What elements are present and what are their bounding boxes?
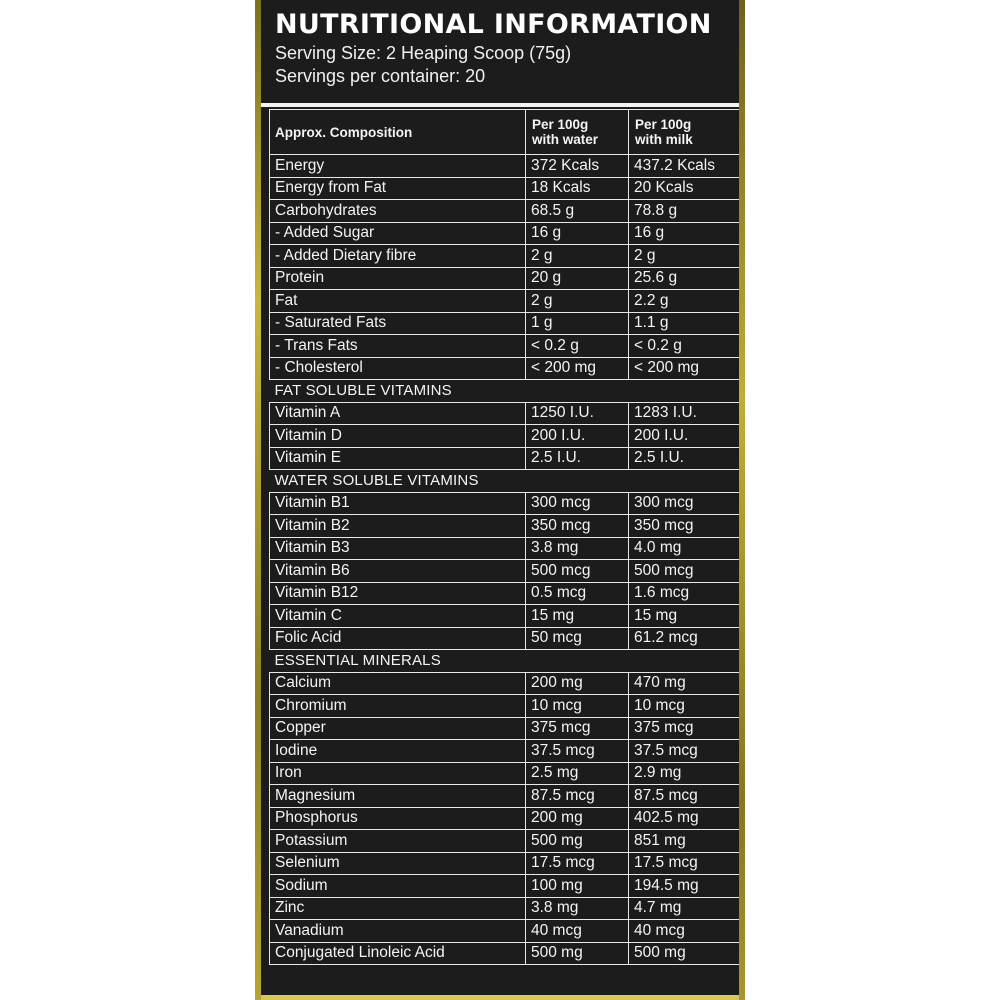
value-with-water: 1250 I.U. <box>526 402 629 425</box>
section-header-row <box>270 650 740 673</box>
table-row <box>270 852 740 875</box>
nutrient-name: Iron <box>270 762 526 785</box>
value-with-water: 100 mg <box>526 875 629 898</box>
table-row <box>270 312 740 335</box>
value-with-milk: 470 mg <box>629 672 740 695</box>
value-with-water: 200 I.U. <box>526 425 629 448</box>
value-with-milk: 17.5 mcg <box>629 852 740 875</box>
table-row <box>270 717 740 740</box>
nutrient-name: Fat <box>270 290 526 313</box>
table-row <box>270 627 740 650</box>
nutrient-name: Folic Acid <box>270 627 526 650</box>
value-with-water: 10 mcg <box>526 695 629 718</box>
table-row <box>270 605 740 628</box>
section-title: ESSENTIAL MINERALS <box>270 650 740 673</box>
nutrient-name: Vanadium <box>270 920 526 943</box>
nutrient-name: - Added Sugar <box>270 222 526 245</box>
table-row <box>270 425 740 448</box>
value-with-water: 500 mg <box>526 942 629 965</box>
value-with-milk: 20 Kcals <box>629 177 740 200</box>
value-with-milk: 40 mcg <box>629 920 740 943</box>
nutrient-name: Zinc <box>270 897 526 920</box>
value-with-water: 300 mcg <box>526 492 629 515</box>
nutrient-name: Calcium <box>270 672 526 695</box>
value-with-milk: 15 mg <box>629 605 740 628</box>
header-milk-line1: Per 100g <box>635 117 692 132</box>
table-row <box>270 200 740 223</box>
value-with-water: 37.5 mcg <box>526 740 629 763</box>
value-with-milk: 4.0 mg <box>629 537 740 560</box>
table-row <box>270 740 740 763</box>
value-with-milk: 37.5 mcg <box>629 740 740 763</box>
table-row <box>270 245 740 268</box>
value-with-water: 3.8 mg <box>526 537 629 560</box>
nutrition-table-body <box>270 110 740 965</box>
header-milk-line2: with milk <box>635 132 693 147</box>
value-with-milk: 300 mcg <box>629 492 740 515</box>
value-with-water: 18 Kcals <box>526 177 629 200</box>
value-with-milk: 851 mg <box>629 830 740 853</box>
value-with-water: 87.5 mcg <box>526 785 629 808</box>
value-with-milk: 500 mg <box>629 942 740 965</box>
page-title: NUTRITIONAL INFORMATION <box>275 9 712 40</box>
table-row <box>270 267 740 290</box>
value-with-milk: 194.5 mg <box>629 875 740 898</box>
value-with-water: 372 Kcals <box>526 155 629 178</box>
nutrient-name: Vitamin C <box>270 605 526 628</box>
section-header-row <box>270 470 740 493</box>
value-with-water: 2 g <box>526 245 629 268</box>
table-row <box>270 875 740 898</box>
header-per-100g-milk <box>629 110 740 155</box>
table-row <box>270 695 740 718</box>
table-row <box>270 177 740 200</box>
value-with-water: 2.5 mg <box>526 762 629 785</box>
value-with-milk: 10 mcg <box>629 695 740 718</box>
nutrient-name: Vitamin B2 <box>270 515 526 538</box>
table-row <box>270 290 740 313</box>
table-row <box>270 402 740 425</box>
value-with-water: 20 g <box>526 267 629 290</box>
nutrition-panel <box>261 0 739 1000</box>
value-with-milk: 2.5 I.U. <box>629 447 740 470</box>
header-per-100g-water <box>526 110 629 155</box>
value-with-milk: 25.6 g <box>629 267 740 290</box>
table-row <box>270 447 740 470</box>
header-divider <box>261 103 739 107</box>
value-with-milk: 4.7 mg <box>629 897 740 920</box>
value-with-water: 200 mg <box>526 807 629 830</box>
value-with-milk: 1.1 g <box>629 312 740 335</box>
value-with-milk: 402.5 mg <box>629 807 740 830</box>
nutrient-name: Vitamin B12 <box>270 582 526 605</box>
value-with-water: 1 g <box>526 312 629 335</box>
section-header-row <box>270 380 740 403</box>
nutrient-name: Vitamin E <box>270 447 526 470</box>
value-with-water: 0.5 mcg <box>526 582 629 605</box>
table-row <box>270 897 740 920</box>
panel-header <box>261 0 739 88</box>
table-row <box>270 222 740 245</box>
nutrient-name: Vitamin A <box>270 402 526 425</box>
table-row <box>270 830 740 853</box>
servings-per-container: Servings per container: 20 <box>275 66 486 86</box>
table-row <box>270 155 740 178</box>
nutrient-name: Vitamin B3 <box>270 537 526 560</box>
value-with-milk: 500 mcg <box>629 560 740 583</box>
value-with-water: < 200 mg <box>526 357 629 380</box>
section-title: FAT SOLUBLE VITAMINS <box>270 380 740 403</box>
nutrient-name: - Saturated Fats <box>270 312 526 335</box>
value-with-milk: 16 g <box>629 222 740 245</box>
table-row <box>270 335 740 358</box>
nutrient-name: Carbohydrates <box>270 200 526 223</box>
nutrient-name: Energy <box>270 155 526 178</box>
table-row <box>270 537 740 560</box>
value-with-milk: < 0.2 g <box>629 335 740 358</box>
value-with-water: 500 mcg <box>526 560 629 583</box>
value-with-water: 350 mcg <box>526 515 629 538</box>
nutrient-name: Selenium <box>270 852 526 875</box>
value-with-milk: 61.2 mcg <box>629 627 740 650</box>
nutrient-name: Vitamin B1 <box>270 492 526 515</box>
table-row <box>270 672 740 695</box>
nutrient-name: Iodine <box>270 740 526 763</box>
nutrient-name: Vitamin D <box>270 425 526 448</box>
value-with-water: 2 g <box>526 290 629 313</box>
nutrient-name: Vitamin B6 <box>270 560 526 583</box>
section-title: WATER SOLUBLE VITAMINS <box>270 470 740 493</box>
nutrient-name: Sodium <box>270 875 526 898</box>
value-with-water: 40 mcg <box>526 920 629 943</box>
table-row <box>270 762 740 785</box>
value-with-water: 17.5 mcg <box>526 852 629 875</box>
table-row <box>270 560 740 583</box>
nutrient-name: Copper <box>270 717 526 740</box>
table-row <box>270 492 740 515</box>
nutrition-table <box>269 109 739 965</box>
header-water-line1: Per 100g <box>532 117 589 132</box>
nutrient-name: - Trans Fats <box>270 335 526 358</box>
value-with-water: 3.8 mg <box>526 897 629 920</box>
right-edge-stripe <box>739 0 745 1000</box>
value-with-water: 50 mcg <box>526 627 629 650</box>
nutrient-name: Phosphorus <box>270 807 526 830</box>
value-with-water: 500 mg <box>526 830 629 853</box>
nutrient-name: - Cholesterol <box>270 357 526 380</box>
table-header-row <box>270 110 740 155</box>
value-with-water: 15 mg <box>526 605 629 628</box>
nutrient-name: Protein <box>270 267 526 290</box>
table-row <box>270 357 740 380</box>
value-with-milk: 350 mcg <box>629 515 740 538</box>
header-composition: Approx. Composition <box>270 110 526 155</box>
table-row <box>270 515 740 538</box>
nutrient-name: Conjugated Linoleic Acid <box>270 942 526 965</box>
table-row <box>270 807 740 830</box>
value-with-milk: 78.8 g <box>629 200 740 223</box>
table-row <box>270 582 740 605</box>
value-with-milk: 200 I.U. <box>629 425 740 448</box>
value-with-milk: 1.6 mcg <box>629 582 740 605</box>
nutrient-name: - Added Dietary fibre <box>270 245 526 268</box>
table-row <box>270 942 740 965</box>
value-with-milk: < 200 mg <box>629 357 740 380</box>
nutrient-name: Energy from Fat <box>270 177 526 200</box>
table-row <box>270 785 740 808</box>
value-with-milk: 437.2 Kcals <box>629 155 740 178</box>
table-row <box>270 920 740 943</box>
nutrient-name: Potassium <box>270 830 526 853</box>
value-with-milk: 2.2 g <box>629 290 740 313</box>
bottom-edge <box>261 995 739 1000</box>
value-with-milk: 375 mcg <box>629 717 740 740</box>
value-with-water: 375 mcg <box>526 717 629 740</box>
value-with-milk: 87.5 mcg <box>629 785 740 808</box>
nutrient-name: Chromium <box>270 695 526 718</box>
header-water-line2: with water <box>532 132 599 147</box>
serving-size: Serving Size: 2 Heaping Scoop (75g) <box>275 43 572 63</box>
value-with-water: 200 mg <box>526 672 629 695</box>
value-with-water: 68.5 g <box>526 200 629 223</box>
value-with-water: < 0.2 g <box>526 335 629 358</box>
value-with-milk: 2 g <box>629 245 740 268</box>
nutrient-name: Magnesium <box>270 785 526 808</box>
value-with-water: 2.5 I.U. <box>526 447 629 470</box>
value-with-milk: 1283 I.U. <box>629 402 740 425</box>
value-with-water: 16 g <box>526 222 629 245</box>
value-with-milk: 2.9 mg <box>629 762 740 785</box>
